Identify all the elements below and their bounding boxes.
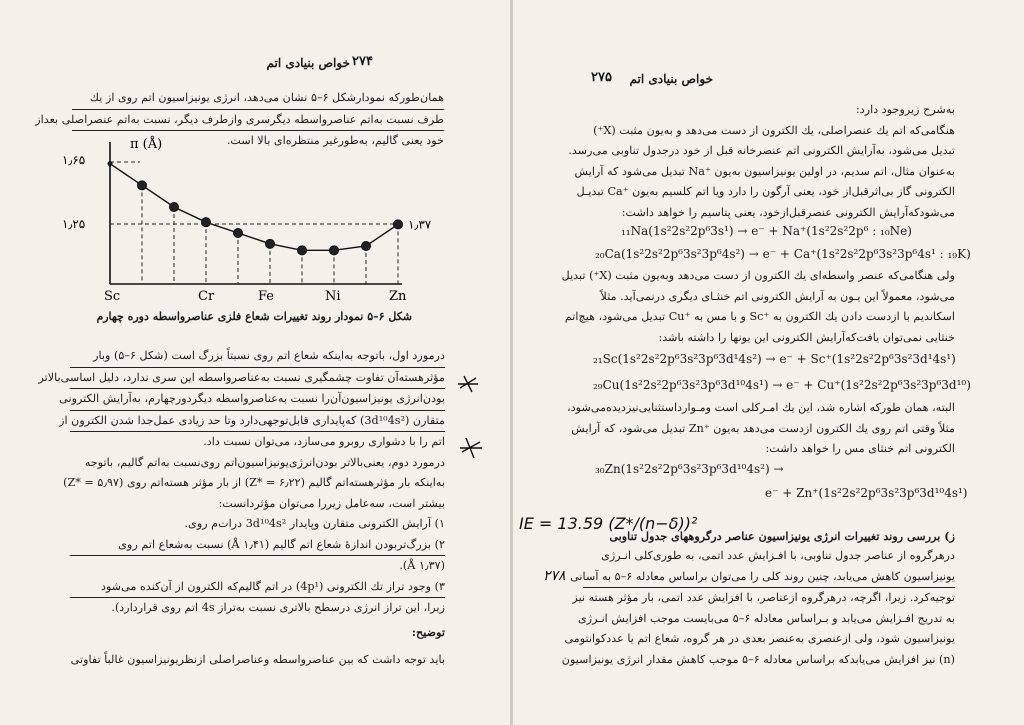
chart-point	[298, 246, 307, 255]
right-section-line: یونیزاسیون کاهش می‌یابد، چنین روند کلی را می‌توان براساس معادله ۶–۵ به آسانی	[583, 567, 955, 589]
handwritten-formula: IE = 13.59 (Z*/(n−δ))²	[519, 514, 698, 533]
chart-point	[108, 162, 112, 166]
equation-ca: ₂₀Ca(1s²2s²2p⁶3s²3p⁶4s²) → e⁻ + Ca⁺(1s²2s²2p⁶3s²3p⁶4s¹ : ₁₉K)	[595, 247, 971, 261]
right-exception-line: الکترونی اتم خنثای مس را خواهد داشت:	[765, 442, 955, 455]
right-section-line: توجیه‌کرد. زیرا، اگرچه، درهرگروه ازعناصر، با افزایش عدد اتمی، بار مؤثر هسته نیز	[572, 591, 955, 604]
chart-end-label: ۱٫۳۷	[408, 217, 432, 232]
chart-ylabel: π (Å)	[130, 137, 163, 152]
margin-scribble-marks	[454, 372, 490, 468]
right-intro-line: به‌عنوان مثال، اتم سدیم، در اولین یونیزاسیون به‌یون ⁺Na تبدیل می‌شود که آرایش	[574, 164, 955, 178]
left-page	[0, 0, 510, 725]
right-intro-line: تبدیل می‌شود، به‌آرایش الکترونی اتم عنصرخانه قبل از خود درجدول تناوبی می‌رسد.	[568, 144, 955, 157]
right-section-line: به تدریج افـزایش می‌یابد و بـراساس معادله ۶–۵ می‌بایست موجب افزایش انـرژی	[577, 611, 955, 625]
equation-zn: ₃₀Zn(1s²2s²2p⁶3s²3p⁶3d¹⁰4s²) →	[595, 462, 784, 476]
chart-point	[362, 242, 371, 251]
chart-point	[394, 220, 403, 229]
left-body-paragraph	[38, 346, 445, 619]
chart-xlabel-cr: Cr	[198, 289, 215, 304]
left-running-title: خواص بنیادی اتم	[266, 56, 350, 70]
right-middle-line: خنثایی نمی‌توان یافت‌که‌آرایش الکترونی این یونها را داشته باشد:	[658, 330, 955, 344]
right-running-title: خواص بنیادی اتم	[629, 72, 713, 86]
left-body-line: متقارن (3d¹⁰4s²) که‌پایداری قابل‌توجهی‌دارد وتا حد زیادی عمل‌جدا شدن الکترون از	[70, 411, 445, 433]
right-page-number: ۲۷۵	[591, 70, 612, 85]
right-intro-line: می‌شودکه‌آرایش الکترونی عنصرقبل‌ازخود، یعنی پتاسیم را خواهد داشت:	[621, 205, 955, 219]
chart-point	[170, 203, 179, 212]
handwritten-page-ref: ۲۷۸	[543, 568, 566, 584]
right-page	[513, 0, 1024, 725]
chart-point	[138, 181, 147, 190]
left-body-line: زیرا، این تراز انرژی درسطح بالاتری نسبت به‌تراز 4s اتم روی قراردارد).	[111, 601, 445, 614]
right-exception-paragraph	[567, 398, 955, 460]
note-title: توضیح:	[411, 625, 445, 639]
atomic-radius-chart	[60, 132, 460, 322]
chart-xlabel-ni: Ni	[325, 289, 341, 304]
chart-point	[330, 246, 339, 255]
chart-xlabel-sc: Sc	[104, 289, 121, 304]
left-body-line: بیشتر است، سه‌عامل زیررا می‌توان مؤثردانست:	[218, 496, 445, 510]
right-middle-paragraph	[561, 266, 955, 348]
left-intro-line: همان‌طورکه نمودارشکل ۶–۵ نشان می‌دهد، انرژی یونیزاسیون اتم روی از یك	[72, 88, 444, 110]
chart-xlabel-zn: Zn	[389, 289, 407, 304]
equation-zn-ion: e⁻ + Zn⁺(1s²2s²2p⁶3s²3p⁶3d¹⁰4s¹)	[765, 486, 968, 500]
right-intro-line: هنگامی‌که اتم یك عنصراصلی، یك الکترون از دست می‌دهد و به‌یون مثبت (X⁺)	[593, 123, 955, 137]
right-intro-line: به‌شرح زیروجود دارد:	[855, 103, 955, 116]
note-line: باید توجه داشت که بین عناصرواسطه وعناصراصلی ازنظریونیزاسیون غالباً تفاوتی	[70, 653, 445, 666]
chart-point	[266, 239, 275, 248]
right-section-line: درهرگروه از عناصر جدول تناوبی، با افـزایش عدد اتمی، به طوری‌کلی انـرژی	[601, 549, 955, 562]
left-page-number: ۲۷۴	[352, 54, 373, 69]
left-body-line: ۲) بزرگ‌تربودن اندازهٔ شعاع اتم گالیم (۱٫۴۱ Å) نسبت به‌شعاع اتم روی	[70, 535, 445, 557]
left-body-line: ۳) وجود تراز تك الکترونی (4p¹) در اتم گالیم‌که الکترون از آن‌کنده می‌شود	[70, 577, 445, 599]
section-heading-text: ز) بررسی روند تغییرات انرژی یونیزاسیون عناصر درگروههای جدول تناوبی	[609, 529, 955, 543]
left-body-line: ۱) آرایش الکترونی متقارن وپایدار 3d¹⁰4s² درات‌م روی.	[184, 517, 445, 530]
right-middle-line: ولی هنگامی‌که عنصر واسطه‌ای یك الکترون از دست می‌دهد وبه‌یون مثبت (X⁺) تبدیل	[561, 269, 955, 282]
chart-ytick-bottom: ۱٫۲۵	[62, 217, 86, 231]
right-middle-line: می‌شود، معمولاً این یـون به آرایش الکترونی اتم خنثـای دیگری درنمی‌آید. مثلاً	[600, 289, 955, 303]
chart-ytick-top: ۱٫۶۵	[62, 153, 86, 167]
chart-caption: شکل ۶–۵ نمودار روند تغییرات شعاع فلزی عناصرواسطه دوره چهارم	[96, 310, 412, 323]
right-intro-line: الکترونی گاز بی‌اثرقبل‌از خود، یعنی آرگون را دارد ویا اتم کلسیم به‌یون ⁺Ca تبدیـل	[576, 185, 955, 198]
chart-series-line	[110, 164, 398, 251]
chart-point	[234, 229, 243, 238]
equation-na: ₁₁Na(1s²2s²2p⁶3s¹) → e⁻ + Na⁺(1s²2s²2p⁶ : ₁₀Ne)	[621, 224, 912, 238]
right-intro-paragraph	[568, 100, 955, 223]
equation-cu: ₂₉Cu(1s²2s²2p⁶3s²3p⁶3d¹⁰4s¹) → e⁻ + Cu⁺(1s²2s²2p⁶3s²3p⁶3d¹⁰)	[593, 378, 971, 392]
chart-xlabel-fe: Fe	[258, 289, 275, 304]
left-intro-line: طرف نسبت به‌اتم عناصرواسطه دیگرسری وازطرف دیگر، نسبت به‌اتم عنصراصلی بعداز	[72, 110, 444, 132]
right-exception-line: مثلاً وقتی اتم روی یك الکترون ازدست می‌دهد به‌یون ⁺Zn تبدیل می‌شود، که آرایش	[571, 421, 955, 435]
right-section-line: یونیزاسیون شود، ولی ازعنصری به‌عنصر بعدی در هر گروه، شعاع اتم یا عددکوانتومی	[564, 632, 955, 645]
right-exception-line: البته، همان طورکه اشاره شد، این یك امـرکلی است ومـوارداستثنایی‌نیزدیده‌می‌شود،	[567, 401, 955, 414]
right-section-line: (n) نیز افزایش می‌یابدکه براساس معادله ۶–۵ موجب کاهش مقدار انرژی یونیزاسیون	[561, 652, 955, 666]
left-body-line: اتم را با دشواری روبرو می‌سازد، می‌توان نسبت داد.	[203, 435, 445, 448]
left-body-line: بودن‌انرژی یونیزاسیون‌آن‌را نسبت به‌عناصرواسطه دیگردورچهارم، به‌آرایش الکترونی	[70, 389, 445, 411]
left-body-line: (۱٫۳۷ Å).	[399, 559, 445, 572]
left-body-line: مؤثرهسته‌آن تفاوت چشمگیری نسبت به‌عناصرواسطه این سری ندارد، دلیل اساسی‌بالاتر	[70, 368, 445, 390]
left-body-line: درمورد اول، باتوجه به‌اینکه شعاع اتم روی نسبتاً بزرگ است (شکل ۶–۵) وبار	[70, 346, 445, 368]
right-section-paragraph	[561, 546, 955, 670]
left-body-line: درمورد دوم، یعنی‌بالاتر بودن‌انرژی‌یونیزاسیون‌اتم روی‌نسبت به‌اتم گالیم، باتوجه	[84, 455, 445, 469]
equation-sc: ₂₁Sc(1s²2s²2p⁶3s²3p⁶3d¹4s²) → e⁻ + Sc⁺(1s²2s²2p⁶3s²3d¹4s¹)	[593, 352, 956, 366]
left-intro-line: خود یعنی گالیم، به‌طورغیر منتظره‌ای بالا است.	[226, 134, 444, 147]
chart-point	[202, 218, 211, 227]
right-middle-line: اسکاندیم با ازدست دادن یك الکترون به ⁺Sc و با مس به ⁺Cu تبدیل می‌شود، هیچ‌اتم	[564, 310, 955, 323]
left-body-line: به‌اینکه بار مؤثرهسته‌اتم گالیم (۶٫۲۲ = *Z) از بار مؤثر هسته‌اتم روی (۵٫۹۷ = *Z)	[63, 476, 445, 489]
